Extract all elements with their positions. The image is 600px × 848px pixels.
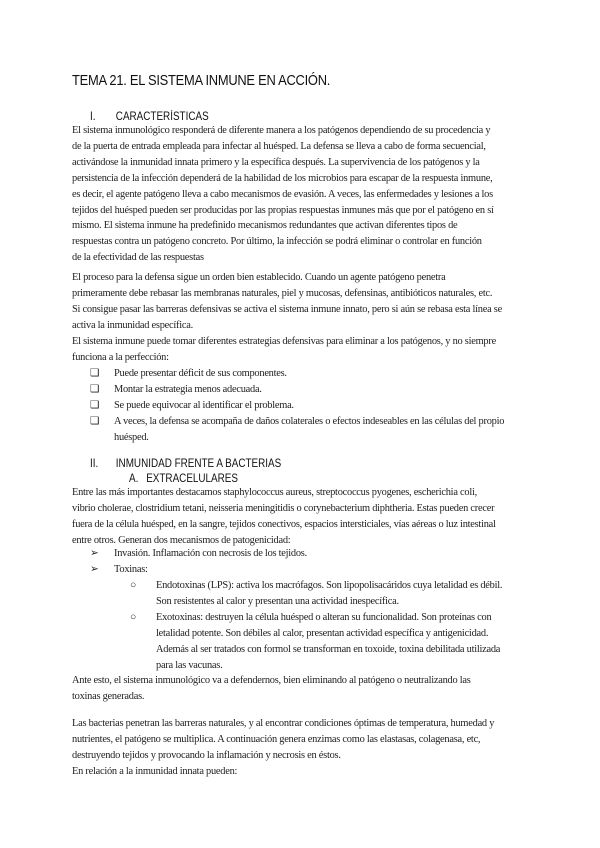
list-item-text: Además al ser tratados con formol se transforman en toxoide, toxina debilitada utilizada <box>156 644 501 655</box>
text-line: tejidos del huésped pueden ser producidas por las propias respuestas inmunes más que por el patógeno en sí <box>72 204 494 216</box>
paragraph-extracellular-bacteria <box>72 485 534 549</box>
subsection-heading-extracelulares <box>129 473 238 485</box>
text-line: de la efectividad de las respuestas <box>72 252 204 264</box>
text-line: nutrientes, el patógeno se multiplica. A continuación genera enzimas como las elastasas, colagenasa, etc, <box>72 733 481 745</box>
text-line: En relación a la inmunidad innata pueden: <box>72 765 238 777</box>
text-line: Si consigue pasar las barreras defensivas se activa el sistema inmune innato, pero si aún se rebasa esta línea se <box>72 303 502 315</box>
text-line: de la puerta de entrada empleada para infectar al huésped. La defensa se lleva a cabo de forma secuencial, <box>72 140 486 152</box>
text-line: toxinas generadas. <box>72 690 145 702</box>
list-item-continuation <box>114 430 149 446</box>
text-line: activándose la inmunidad innata primero y la específica después. La supervivencia de los patógenos y la <box>72 156 480 168</box>
text-line: El sistema inmune puede tomar diferentes estrategias defensivas para eliminar a los patógenos, y no siempre <box>72 335 496 347</box>
paragraph-bacterial-invasion <box>72 716 534 780</box>
text-line: Entre las más importantes destacamos staphylococcus aureus, streptococcus pyogenes, escherichia coli, <box>72 487 477 498</box>
paragraph-characteristics <box>72 123 534 266</box>
paragraph-defense-process <box>72 270 534 365</box>
list-item-text: Toxinas: <box>114 564 148 575</box>
list-item-text: Endotoxinas (LPS): activa los macrófagos. Son lipopolisacáridos cuya letalidad es débil. <box>156 580 503 591</box>
section-heading-caracteristicas <box>90 111 209 123</box>
subsection-letter: A. <box>129 473 139 485</box>
checkbox-bullet-icon: ❏ <box>90 416 100 427</box>
section-title: CARACTERÍSTICAS <box>115 111 209 123</box>
list-item-text: Se puede equivocar al identificar el problema. <box>114 400 294 411</box>
list-item <box>90 366 287 382</box>
text-line: Las bacterias penetran las barreras naturales, y al encontrar condiciones óptimas de temperatura, humedad y <box>72 718 495 729</box>
text-line: mismo. El sistema inmune ha predefinido mecanismos redundantes que activan diferentes tipos de <box>72 220 458 232</box>
list-item <box>90 382 262 398</box>
section-number: I. <box>90 111 96 123</box>
list-item-text: huésped. <box>114 432 149 443</box>
list-item-text: Invasión. Inflamación con necrosis de los tejidos. <box>114 548 307 559</box>
text-line: destruyendo tejidos y provocando la inflamación y necrosis en éstos. <box>72 749 341 761</box>
section-title: INMUNIDAD FRENTE A BACTERIAS <box>115 458 282 470</box>
list-item <box>90 546 307 562</box>
text-line: respuestas contra un patógeno concreto. Por último, la infección se podrá eliminar o controlar en función <box>72 236 482 248</box>
arrow-bullet-icon: ➢ <box>90 548 99 559</box>
text-line: primeramente debe rebasar las membranas naturales, piel y mucosas, defensinas, antibióticos naturales, etc. <box>72 287 493 299</box>
text-line: fuera de la célula huésped, en la sangre, tejidos conectivos, espacios intersticiales, vías aéreas o luz intestinal <box>72 518 496 530</box>
text-line: funciona a la perfección: <box>72 351 169 363</box>
list-item-text: para las vacunas. <box>156 660 223 671</box>
list-item <box>90 398 294 414</box>
page-title: TEMA 21. EL SISTEMA INMUNE EN ACCIÓN. <box>72 72 331 89</box>
circle-bullet-icon: ○ <box>130 612 137 623</box>
text-line: vibrio cholerae, clostridium tetani, neisseria meningitidis o corynebacterium diphtheria. Estas pueden crecer <box>72 502 495 514</box>
section-number: II. <box>90 458 99 470</box>
text-line: El proceso para la defensa sigue un orden bien establecido. Cuando un agente patógeno penetra <box>72 272 446 283</box>
text-line: El sistema inmunológico responderá de diferente manera a los patógenos dependiendo de su procedencia y <box>72 125 491 136</box>
list-item-text: letalidad potente. Son débiles al calor, presentan actividad específica y antigenicidad. <box>156 628 489 639</box>
text-line: entre otros. Generan dos mecanismos de patogenicidad: <box>72 534 291 546</box>
list-item-text: Puede presentar déficit de sus componentes. <box>114 368 287 379</box>
text-line: activa la inmunidad específica. <box>72 319 193 331</box>
circle-bullet-icon: ○ <box>130 580 137 591</box>
list-item-text: Montar la estrategia menos adecuada. <box>114 384 262 395</box>
list-item-continuation <box>156 658 222 674</box>
subsection-title: EXTRACELULARES <box>146 473 238 485</box>
section-heading-bacterias <box>90 458 281 470</box>
list-item-text: A veces, la defensa se acompaña de daños colaterales o efectos indeseables en las células del propio <box>114 416 505 427</box>
list-item-continuation <box>156 594 399 610</box>
list-item <box>130 578 502 594</box>
list-item-continuation <box>156 642 500 658</box>
list-item <box>90 562 148 578</box>
list-item-text: Exotoxinas: destruyen la célula huésped o alteran su funcionalidad. Son proteínas con <box>156 612 492 623</box>
list-item <box>130 610 491 626</box>
list-item-text: Son resistentes al calor y presentan una actividad inespecífica. <box>156 596 399 607</box>
checkbox-bullet-icon: ❏ <box>90 400 100 411</box>
text-line: Ante esto, el sistema inmunológico va a defendernos, bien eliminando al patógeno o neutralizando las <box>72 675 471 686</box>
text-line: persistencia de la infección dependerá de la habilidad de los microbios para escapar de la respuesta inmune, <box>72 172 493 184</box>
list-item-continuation <box>156 626 488 642</box>
text-line: es decir, el agente patógeno lleva a cabo mecanismos de evasión. A veces, las enfermedades y lesiones a los <box>72 188 493 200</box>
paragraph-immune-response <box>72 673 534 705</box>
list-item <box>90 414 504 430</box>
arrow-bullet-icon: ➢ <box>90 564 99 575</box>
checkbox-bullet-icon: ❏ <box>90 384 100 395</box>
checkbox-bullet-icon: ❏ <box>90 368 100 379</box>
